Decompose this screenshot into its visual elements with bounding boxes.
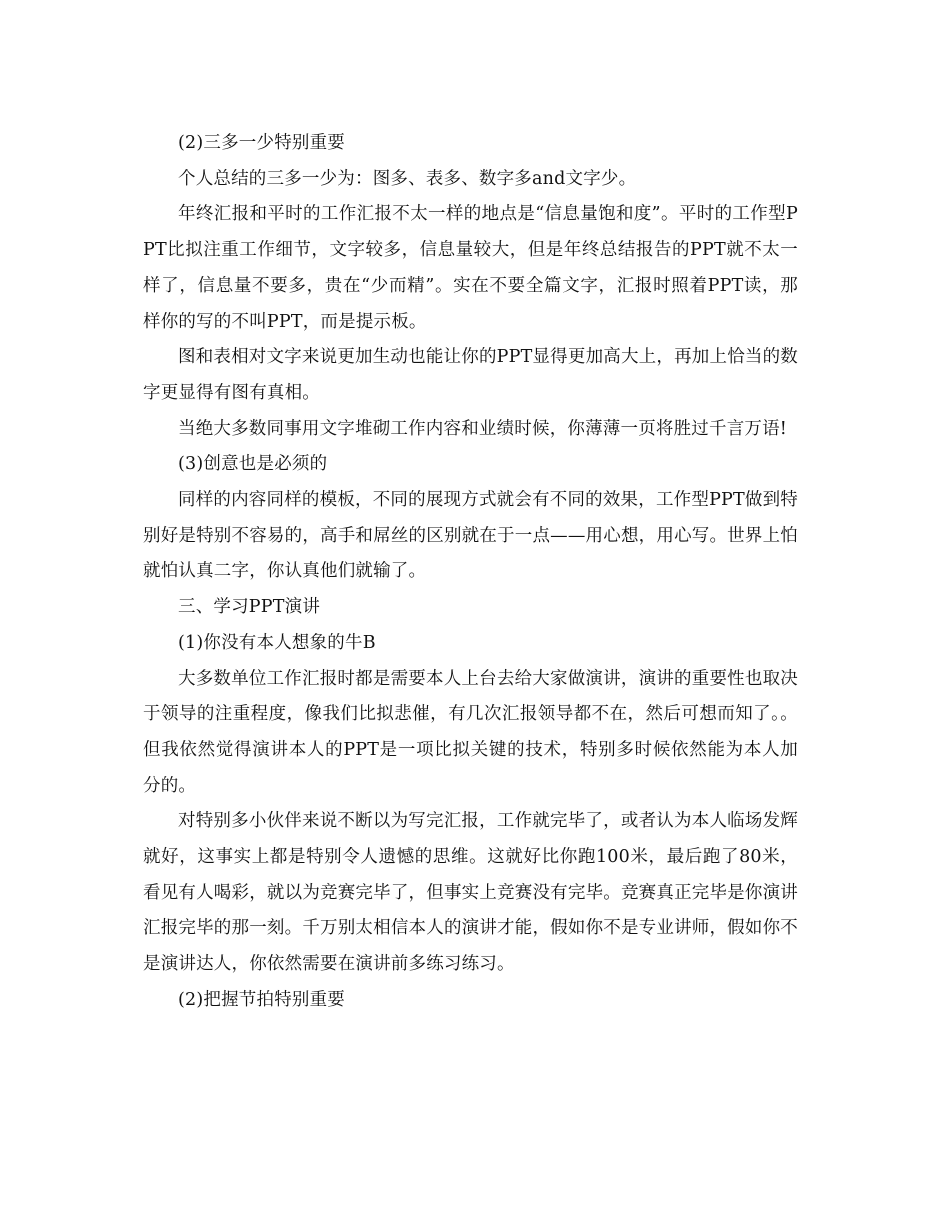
paragraph-speech-importance: 大多数单位工作汇报时都是需要本人上台去给大家做演讲，演讲的重要性也取决于领导的注重程度，像我们比拟悲催，有几次汇报领导都不在，然后可想而知了。。但我依然觉得演讲本人的PPT是一项比拟关键的技术，特别多时候依然能为本人加分的。 (143, 668, 798, 796)
document-body (143, 126, 798, 1019)
section-heading-creativity: (3)创意也是必须的 (178, 454, 328, 475)
paragraph-practice-speech: 对特别多小伙伴来说不断以为写完汇报，工作就完毕了，或者认为本人临场发辉就好，这事实上都是特别令人遗憾的思维。这就好比你跑100米，最后跑了80米，看见有人喝彩，就以为竞赛完毕了，但事实上竞赛没有完毕。竞赛真正完毕是你演讲汇报完毕的那一刻。千万别太相信本人的演讲才能，假如你不是专业讲师，假如你不是演讲达人，你依然需要在演讲前多练习练习。 (143, 811, 798, 975)
section-heading-learn-ppt-speech: 三、学习PPT演讲 (178, 597, 321, 618)
paragraph-one-page-wins: 当绝大多数同事用文字堆砌工作内容和业绩时候，你薄薄一页将胜过千言万语! (178, 418, 788, 439)
section-heading-three-more-one-less: (2)三多一少特别重要 (178, 133, 345, 153)
paragraph-information-saturation: 年终汇报和平时的工作汇报不太一样的地点是“信息量饱和度”。平时的工作型PPT比拟注重工作细节，文字较多，信息量较大，但是年终总结报告的PPT就不太一样了，信息量不要多，贵在“少而精”。实在不要全篇文字，汇报时照着PPT读，那样你的写的不叫PPT，而是提示板。 (143, 204, 798, 332)
section-heading-not-as-good: (1)你没有本人想象的牛B (178, 632, 376, 653)
section-heading-rhythm: (2)把握节拍特别重要 (178, 989, 345, 1010)
paragraph-charts-vivid: 图和表相对文字来说更加生动也能让你的PPT显得更加高大上，再加上恰当的数字更显得有图有真相。 (143, 347, 798, 403)
paragraph-creativity: 同样的内容同样的模板，不同的展现方式就会有不同的效果，工作型PPT做到特别好是特别不容易的，高手和屌丝的区别就在于一点——用心想，用心写。世界上怕就怕认真二字，你认真他们就输了。 (143, 490, 798, 582)
paragraph-three-more-one-less-definition: 个人总结的三多一少为：图多、表多、数字多and文字少。 (178, 168, 637, 189)
